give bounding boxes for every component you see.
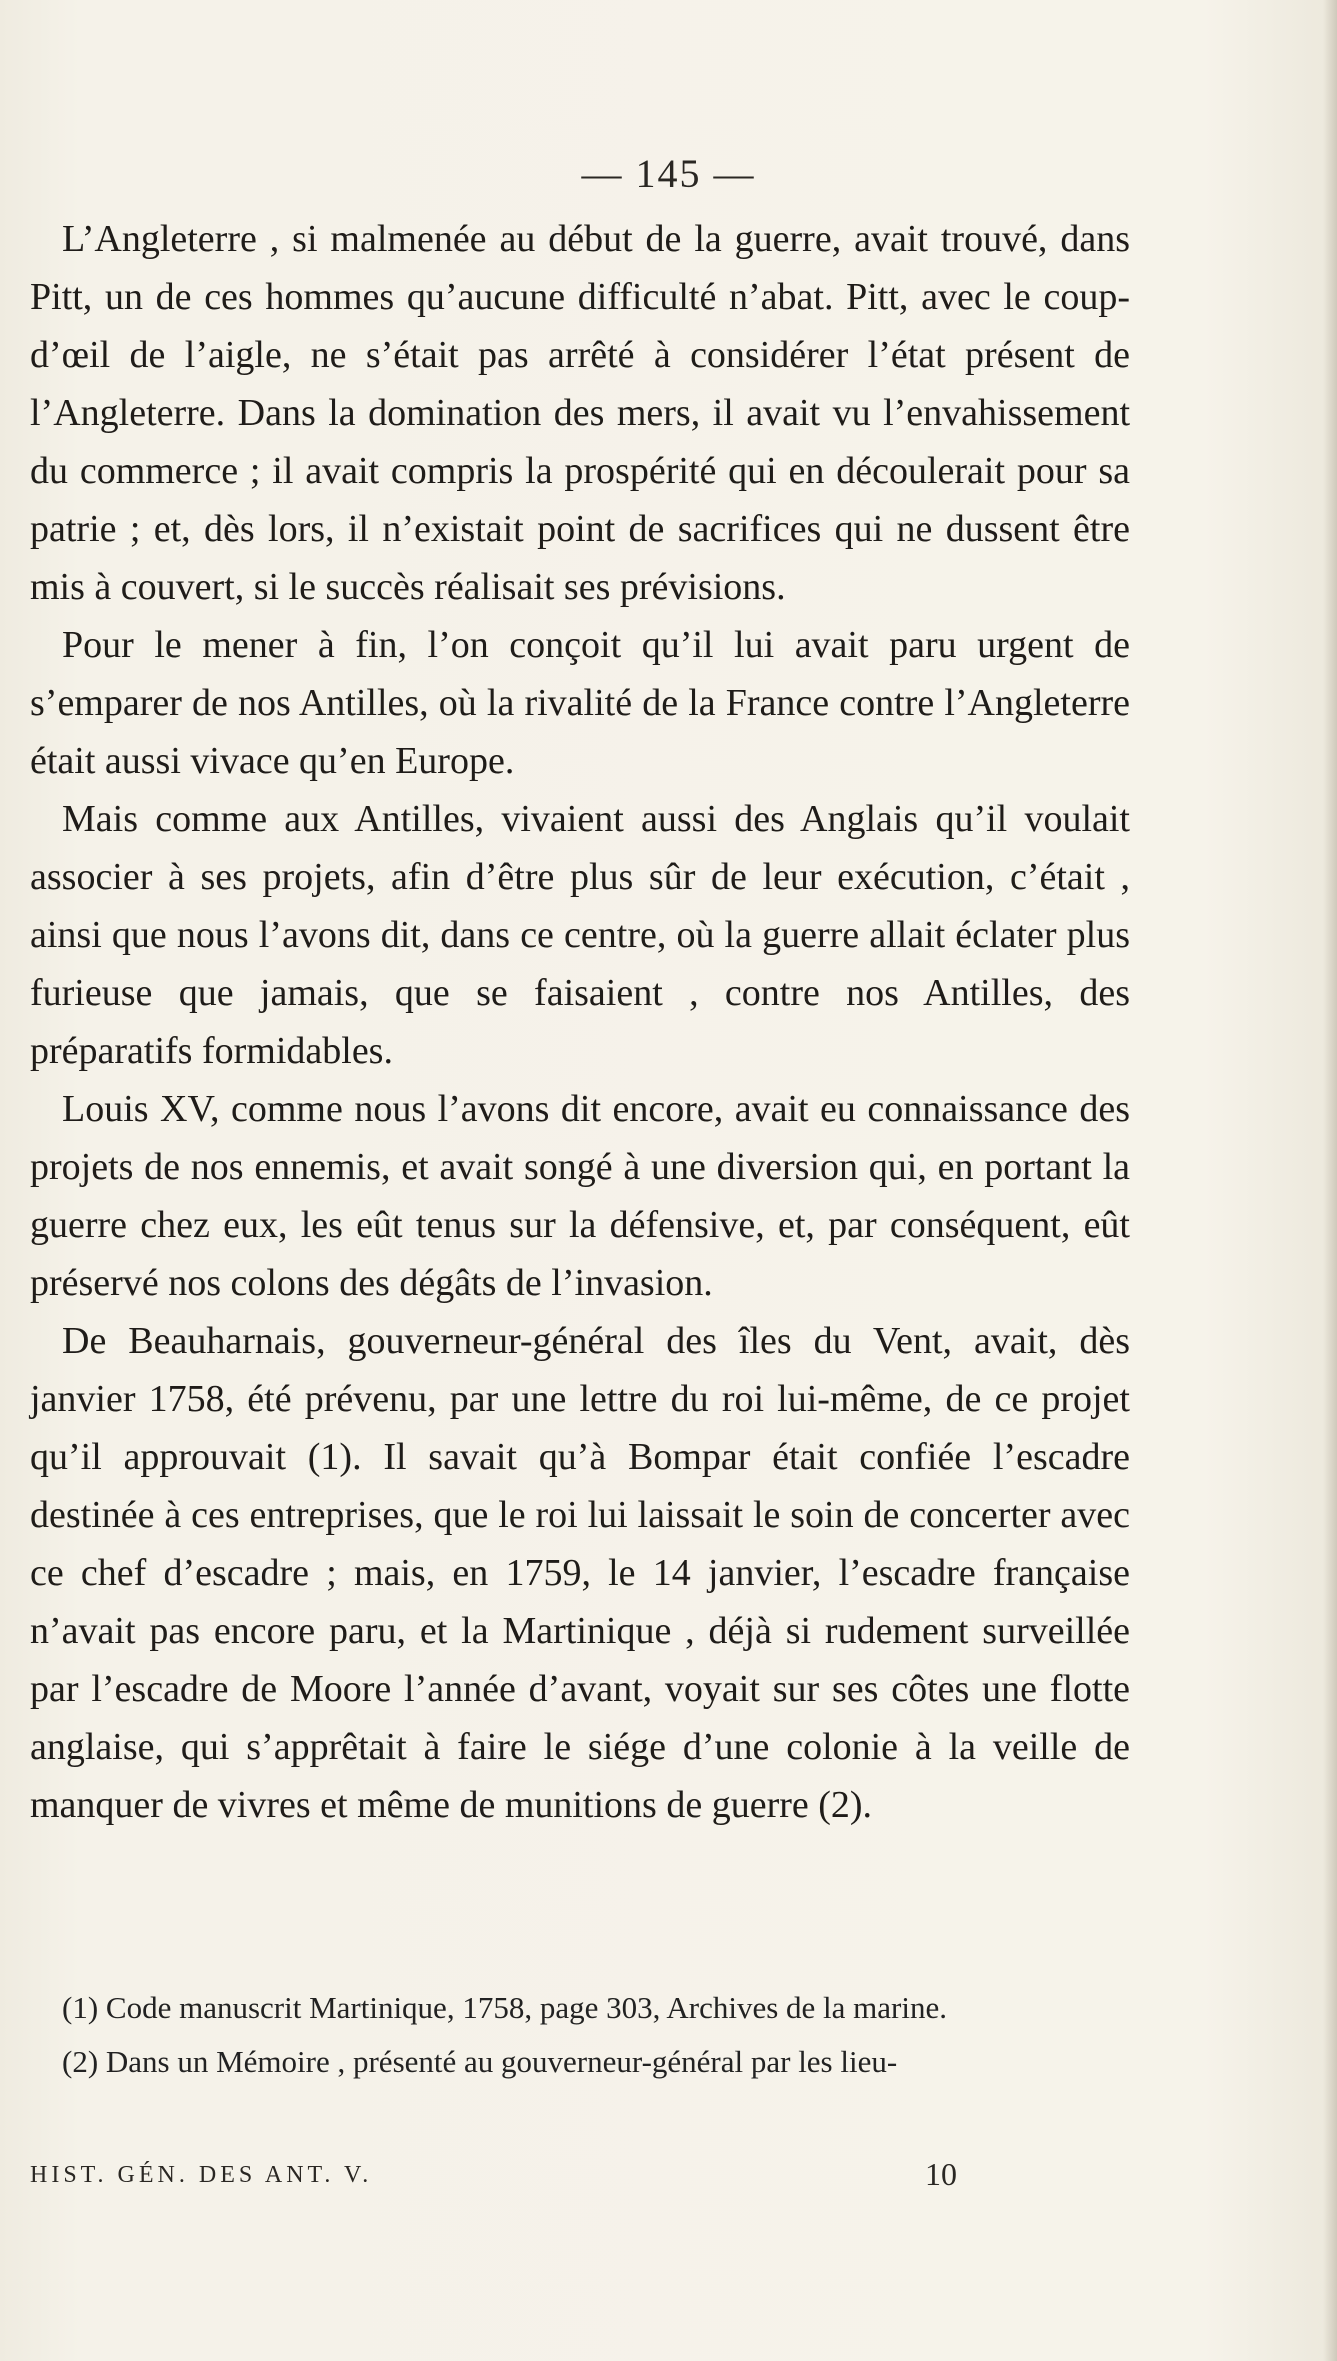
paragraph: Louis XV, comme nous l’avons dit encore, avait eu connaissance des projets de nos ennemis, et avait songé à une diversion qui, en portant la guerre chez eux, les eût tenus sur la défensive, et, par conséquent, eût préservé nos colons des dégâts de l’invasion. — [30, 1088, 1130, 1304]
paragraph: Pour le mener à fin, l’on conçoit qu’il lui avait paru urgent de s’emparer de nos Antilles, où la rivalité de la France contre l’Angleterre était aussi vivace qu’en Europe. — [30, 624, 1130, 782]
footnote: (1) Code manuscrit Martinique, 1758, page 303, Archives de la marine. — [62, 1990, 947, 2025]
paragraph: De Beauharnais, gouverneur-général des îles du Vent, avait, dès janvier 1758, été prévenu, par une lettre du roi lui-même, de ce projet qu’il approuvait (1). Il savait qu’à Bompar était confiée l’escadre destinée à ces entreprises, que le roi lui laissait le soin de concerter avec ce chef d’escadre ; mais, en 1759, le 14 janvier, l’escadre française n’avait pas encore paru, et la Martinique , déjà si rudement surveillée par l’escadre de Moore l’année d’avant, voyait sur ses côtes une flotte anglaise, qui s’apprêtait à faire le siége d’une colonie à la veille de manquer de vivres et même de munitions de guerre (2). — [30, 1320, 1130, 1826]
paragraph: L’Angleterre , si malmenée au début de la guerre, avait trouvé, dans Pitt, un de ces hommes qu’aucune difficulté n’abat. Pitt, avec le coup-d’œil de l’aigle, ne s’était pas arrêté à considérer l’état présent de l’Angleterre. Dans la domination des mers, il avait vu l’envahissement du commerce ; il avait compris la prospérité qui en découlerait pour sa patrie ; et, dès lors, il n’existait point de sacrifices qui ne dussent être mis à couvert, si le succès réalisait ses prévisions. — [30, 218, 1130, 608]
main-text — [30, 210, 1130, 1834]
signature-number: 10 — [925, 2156, 957, 2192]
paragraph: Mais comme aux Antilles, vivaient aussi des Anglais qu’il voulait associer à ses projets, afin d’être plus sûr de leur exécution, c’était , ainsi que nous l’avons dit, dans ce centre, où la guerre allait éclater plus furieuse que jamais, que se faisaient , contre nos Antilles, des préparatifs formidables. — [30, 798, 1130, 1072]
signature-mark: HIST. GÉN. DES ANT. V. — [30, 2162, 373, 2188]
footnotes — [30, 1985, 1130, 2093]
page-number: — 145 — — [581, 151, 756, 196]
footnote: (2) Dans un Mémoire , présenté au gouverneur-général par les lieu- — [62, 2044, 898, 2079]
page-edge-shadow — [1323, 0, 1337, 2361]
